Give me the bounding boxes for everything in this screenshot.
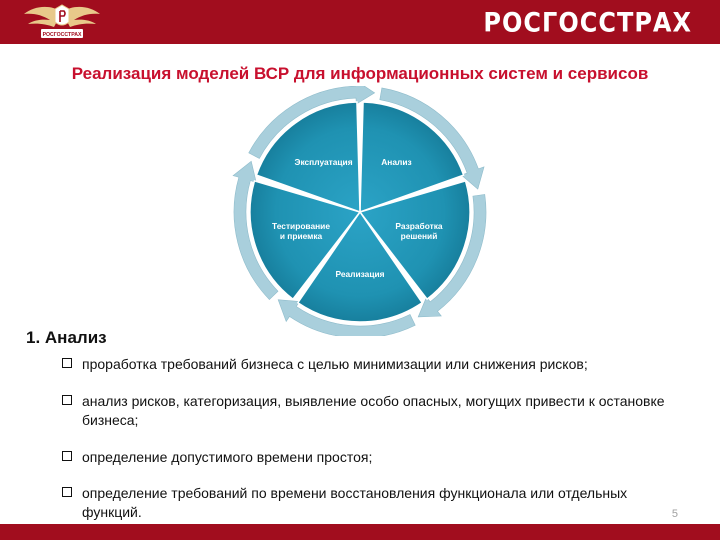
checkbox-bullet-icon <box>62 451 72 461</box>
cycle-stage-label: Анализ <box>381 156 412 167</box>
cycle-stage-label: Разработка решений <box>395 221 443 242</box>
bullet-item <box>62 484 652 522</box>
bullet-item <box>62 355 672 374</box>
cycle-stage-label: Тестирование и приемка <box>272 221 331 242</box>
company-logo <box>22 2 102 42</box>
footer-bar <box>0 524 720 540</box>
checkbox-bullet-icon <box>62 487 72 497</box>
cycle-stage-label: Реализация <box>335 269 385 279</box>
section-title: 1. Анализ <box>26 328 107 347</box>
header-bar <box>0 0 720 44</box>
bullet-text: определение требований по времени восстановления функционала или отдельных функций. <box>82 485 628 520</box>
checkbox-bullet-icon <box>62 395 72 405</box>
bullet-item <box>62 448 672 467</box>
page-title: Реализация моделей ВСР для информационных систем и сервисов <box>71 64 649 83</box>
page-number: 5 <box>671 508 678 520</box>
logo-text: РОСГОССТРАХ <box>42 32 82 38</box>
cycle-diagram <box>220 86 500 336</box>
brand-name: РОСГОССТРАХ <box>483 7 692 39</box>
bullet-text: проработка требований бизнеса с целью минимизации или снижения рисков; <box>82 356 588 372</box>
bullet-text: анализ рисков, категоризация, выявление особо опасных, могущих привести к остановке бизнеса; <box>82 393 665 428</box>
cycle-stage-label: Эксплуатация <box>294 156 353 167</box>
checkbox-bullet-icon <box>62 358 72 368</box>
bullet-item <box>62 392 682 430</box>
bullet-text: определение допустимого времени простоя; <box>82 449 373 465</box>
cycle-segments <box>250 102 470 322</box>
